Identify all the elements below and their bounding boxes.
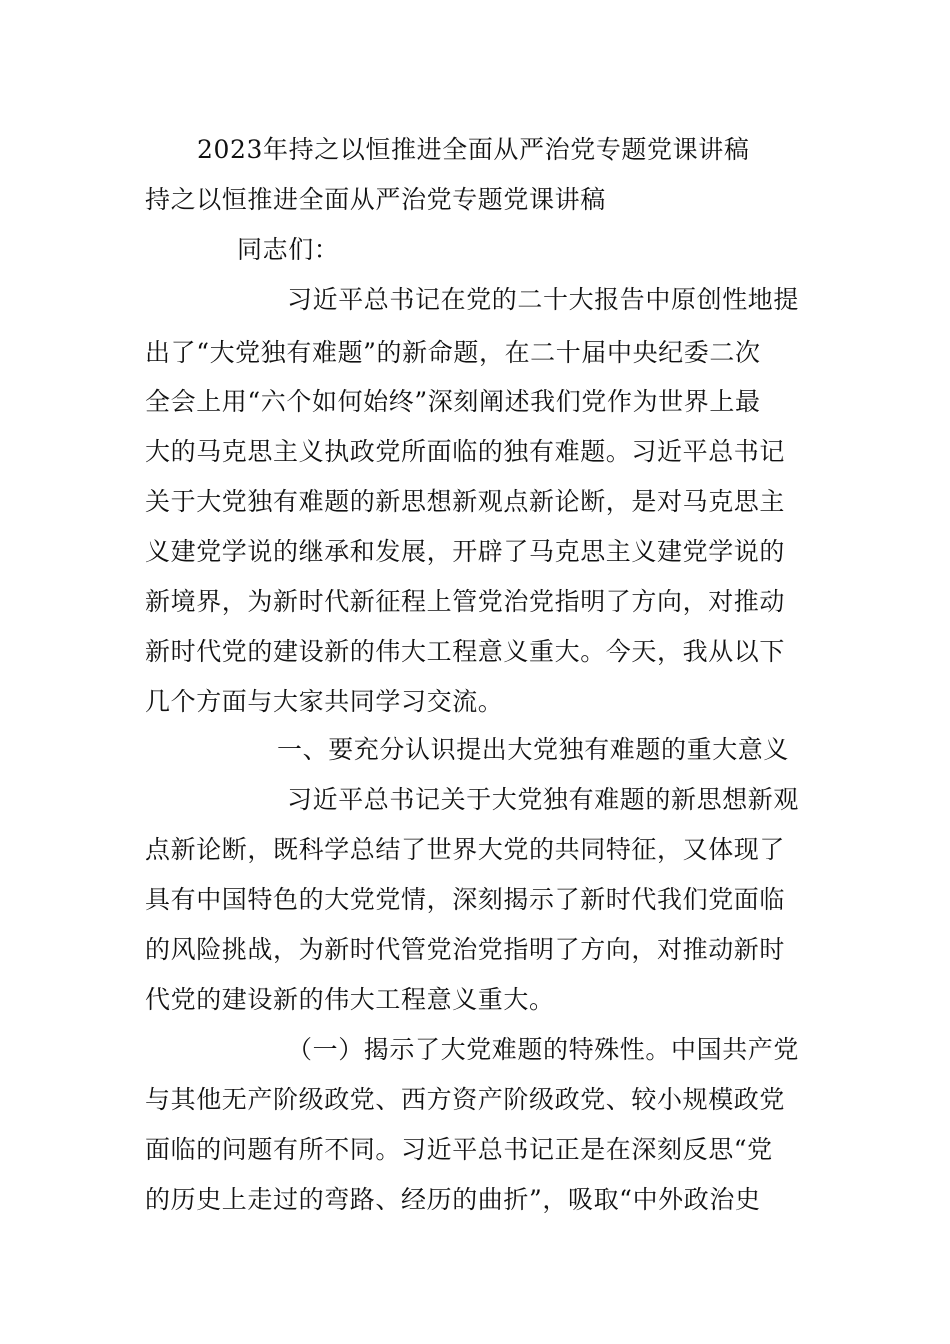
body-line: 的风险挑战，为新时代管党治党指明了方向，对推动新时 <box>145 935 786 964</box>
body-line: 与其他无产阶级政党、西方资产阶级政党、较小规模政党 <box>145 1085 786 1114</box>
document-title: 2023年持之以恒推进全面从严治党专题党课讲稿 <box>197 135 750 164</box>
body-line: 的历史上走过的弯路、经历的曲折”，吸取“中外政治史 <box>145 1185 761 1214</box>
body-line: 习近平总书记关于大党独有难题的新思想新观 <box>287 785 800 814</box>
body-line: 代党的建设新的伟大工程意义重大。 <box>145 985 555 1014</box>
body-line: 习近平总书记在党的二十大报告中原创性地提 <box>287 285 800 314</box>
body-line: 全会上用“六个如何始终”深刻阐述我们党作为世界上最 <box>145 387 761 416</box>
subsection-line: （一）揭示了大党难题的特殊性。中国共产党 <box>287 1035 800 1064</box>
body-line: 新时代党的建设新的伟大工程意义重大。今天，我从以下 <box>145 637 786 666</box>
body-line: 几个方面与大家共同学习交流。 <box>145 687 504 716</box>
body-line: 面临的问题有所不同。习近平总书记正是在深刻反思“党 <box>145 1135 773 1164</box>
body-line: 具有中国特色的大党党情，深刻揭示了新时代我们党面临 <box>145 885 786 914</box>
section-heading: 一、要充分认识提出大党独有难题的重大意义 <box>277 735 790 764</box>
body-line: 大的马克思主义执政党所面临的独有难题。习近平总书记 <box>145 437 786 466</box>
body-line: 出了“大党独有难题”的新命题，在二十届中央纪委二次 <box>145 338 761 367</box>
body-line: 点新论断，既科学总结了世界大党的共同特征，又体现了 <box>145 835 786 864</box>
document-subtitle: 持之以恒推进全面从严治党专题党课讲稿 <box>145 185 606 214</box>
body-line: 新境界，为新时代新征程上管党治党指明了方向，对推动 <box>145 587 786 616</box>
body-line: 关于大党独有难题的新思想新观点新论断，是对马克思主 <box>145 487 786 516</box>
body-line: 义建党学说的继承和发展，开辟了马克思主义建党学说的 <box>145 537 786 566</box>
salutation: 同志们： <box>237 235 340 264</box>
